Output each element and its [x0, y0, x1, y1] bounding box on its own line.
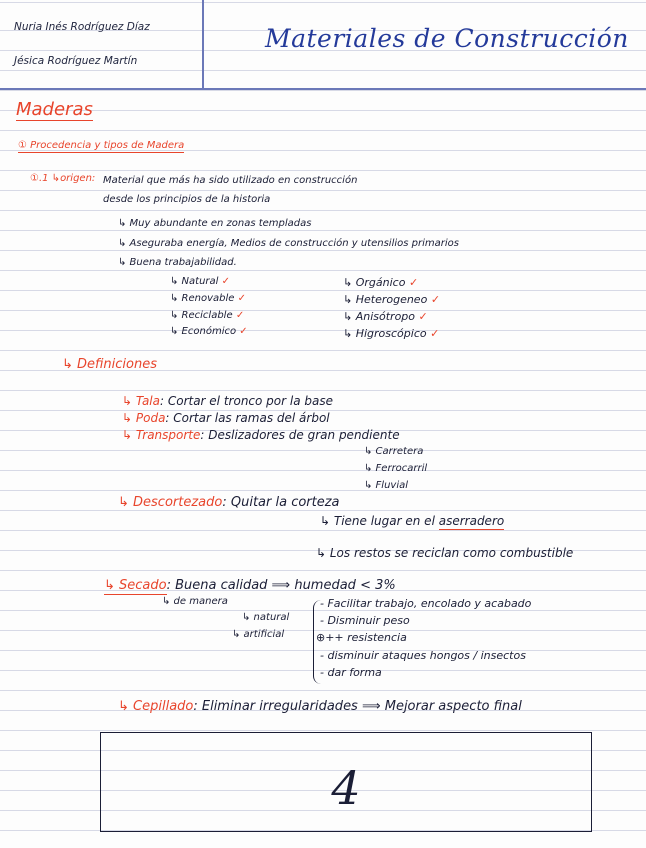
- header-vertical-rule: [202, 0, 204, 88]
- definition-term: ↳ Poda: [122, 411, 166, 425]
- definitions-heading: ↳ Definiciones: [62, 357, 158, 372]
- definition-transporte: [122, 429, 400, 441]
- secado-manner: ↳ de manera: [162, 596, 228, 607]
- definition-text: : Quitar la corteza: [222, 495, 340, 510]
- origin-label: ①.1 ↳origen:: [30, 173, 96, 184]
- definition-term: ↳ Descortezado: [118, 495, 223, 510]
- checkmark-icon: ✓: [221, 276, 231, 287]
- aserradero-note: [320, 515, 504, 527]
- transport-option: ↳ Carretera: [364, 446, 424, 457]
- definition-cepillado: [118, 700, 522, 713]
- author-name-1: Nuria Inés Rodríguez Díaz: [14, 21, 150, 33]
- definition-text: : Eliminar irregularidades ⟹ Mejorar aspecto final: [193, 699, 522, 714]
- origin-text: Material que más ha sido utilizado en construcción: [103, 175, 358, 186]
- restos-note: ↳ Los restos se reciclan como combustible: [316, 546, 574, 560]
- property-item: [170, 327, 248, 337]
- property-item: [343, 277, 418, 288]
- definition-descortezado: [118, 496, 340, 509]
- property-label: ↳ Anisótropo: [343, 310, 416, 323]
- secado-benefit: - Facilitar trabajo, encolado y acabado: [320, 597, 532, 610]
- secado-natural: ↳ natural: [242, 612, 290, 623]
- property-label: ↳ Económico: [170, 326, 237, 337]
- origin-text-continued: desde los principios de la historia: [103, 194, 271, 205]
- property-item: [343, 328, 439, 339]
- origin-point: ↳ Muy abundante en zonas templadas: [118, 218, 312, 229]
- definition-term: ↳ Tala: [122, 394, 160, 408]
- secado-benefit: - Disminuir peso: [320, 614, 410, 627]
- property-label: ↳ Natural: [170, 276, 219, 287]
- page-number-box: [100, 732, 592, 832]
- definition-term: ↳ Secado: [104, 578, 167, 593]
- property-item: [170, 311, 244, 321]
- checkmark-icon: ✓: [430, 327, 440, 340]
- secado-benefit: ⊕++ resistencia: [316, 631, 407, 644]
- definition-secado: [104, 579, 396, 592]
- definition-term: ↳ Transporte: [122, 428, 201, 442]
- property-label: ↳ Orgánico: [343, 276, 406, 289]
- page-number: 4: [331, 761, 361, 815]
- definition-tala: [122, 395, 333, 407]
- subsection-heading: ① Procedencia y tipos de Madera: [18, 140, 185, 151]
- checkmark-icon: ✓: [408, 276, 419, 289]
- checkmark-icon: ✓: [418, 310, 428, 323]
- checkmark-icon: ✓: [430, 293, 441, 306]
- property-item: [170, 294, 246, 304]
- definition-term: ↳ Cepillado: [118, 699, 194, 714]
- checkmark-icon: ✓: [235, 310, 245, 321]
- transport-option: ↳ Fluvial: [364, 480, 409, 491]
- secado-benefit: - dar forma: [320, 666, 382, 679]
- property-item: [343, 294, 440, 305]
- property-item: [343, 311, 428, 322]
- checkmark-icon: ✓: [239, 326, 248, 337]
- secado-artificial: ↳ artificial: [232, 629, 285, 640]
- definition-text: : Deslizadores de gran pendiente: [200, 428, 400, 442]
- origin-point: ↳ Aseguraba energía, Medios de construcción y utensilios primarios: [118, 238, 459, 249]
- property-label: ↳ Heterogeneo: [343, 293, 428, 306]
- definition-text: : Cortar las ramas del árbol: [165, 411, 330, 425]
- definition-text: : Buena calidad ⟹ humedad < 3%: [166, 578, 396, 593]
- definition-text: : Cortar el tronco por la base: [159, 394, 333, 408]
- property-label: ↳ Higroscópico: [343, 327, 427, 340]
- aserradero-prefix: ↳ Tiene lugar en el: [320, 514, 435, 528]
- property-item: [170, 277, 230, 287]
- property-label: ↳ Renovable: [170, 293, 235, 304]
- checkmark-icon: ✓: [237, 293, 247, 304]
- definition-poda: [122, 412, 330, 424]
- origin-point: ↳ Buena trabajabilidad.: [118, 257, 237, 268]
- transport-option: ↳ Ferrocarril: [364, 463, 428, 474]
- page-title: Materiales de Construcción: [265, 24, 629, 53]
- author-name-2: Jésica Rodríguez Martín: [14, 55, 138, 67]
- section-heading: Maderas: [16, 99, 93, 120]
- aserradero-word: aserradero: [438, 514, 505, 528]
- property-label: ↳ Reciclable: [170, 310, 233, 321]
- header-horizontal-rule: [0, 88, 646, 90]
- secado-benefit: - disminuir ataques hongos / insectos: [320, 649, 526, 662]
